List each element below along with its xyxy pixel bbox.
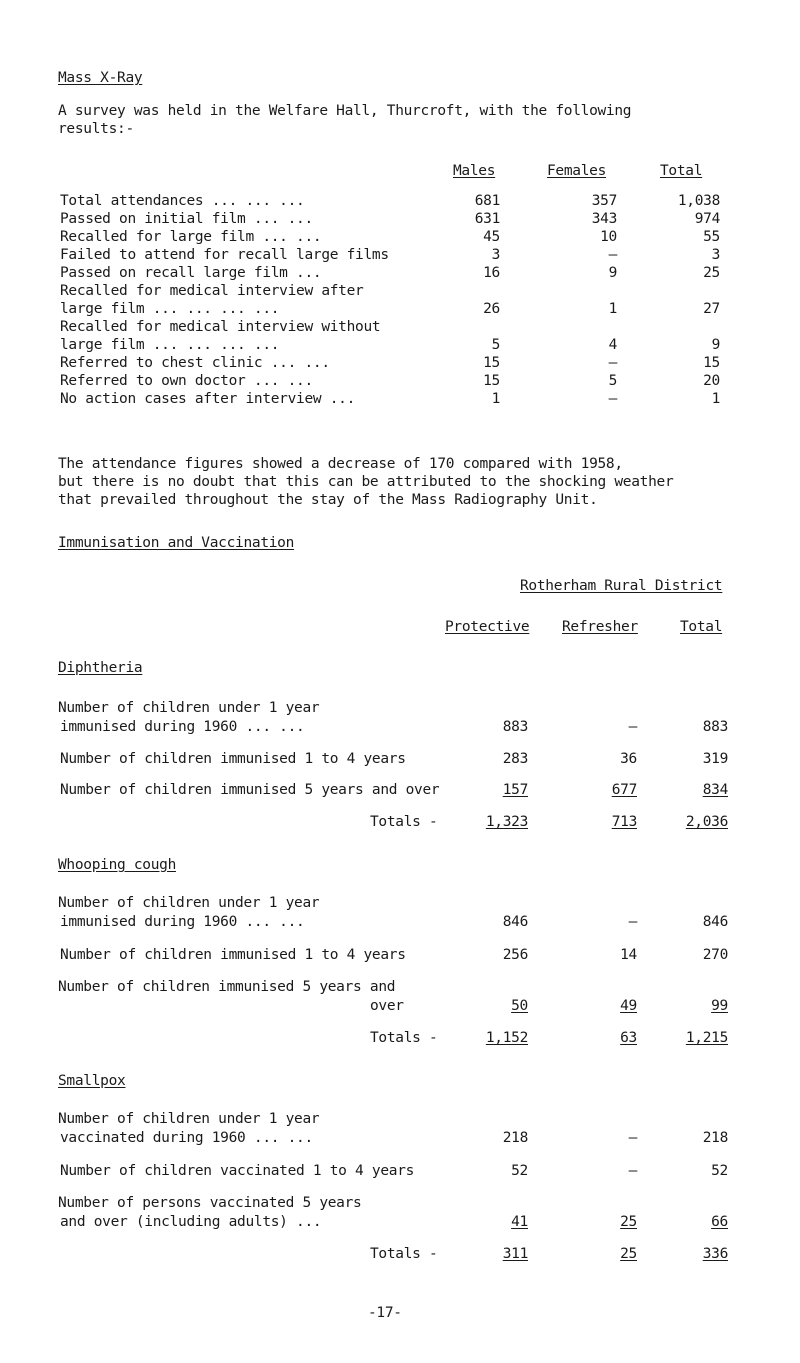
- cell-females: 343: [591, 211, 617, 227]
- table-row: [0, 1130, 800, 1148]
- intro-line-2: results:-: [58, 121, 134, 137]
- table-row: [0, 283, 800, 301]
- col-refresher: Refresher: [562, 619, 638, 635]
- cell-males: 16: [483, 265, 500, 281]
- cell-total: 27: [703, 301, 720, 317]
- row-label: Referred to own doctor ... ...: [60, 373, 313, 389]
- cell-total: 834: [702, 782, 728, 798]
- intro-line-1: A survey was held in the Welfare Hall, Thurcroft, with the following: [58, 103, 632, 119]
- cell-protective: 157: [502, 782, 528, 798]
- cell-females: 10: [600, 229, 617, 245]
- table-row: [0, 247, 800, 265]
- cell-total: 25: [703, 265, 720, 281]
- diph-row1-line1: Number of children under 1 year: [58, 700, 320, 716]
- row-label: Referred to chest clinic ... ...: [60, 355, 330, 371]
- whoop-row3-line1: Number of children immunised 5 years and: [58, 979, 396, 995]
- cell-refresher: 25: [620, 1214, 637, 1230]
- cell-protective: 41: [511, 1214, 528, 1230]
- cell-females: 4: [608, 337, 617, 353]
- cell-total: 846: [702, 914, 728, 930]
- row-label: Recalled for medical interview after: [60, 283, 364, 299]
- cell-protective: 52: [511, 1163, 528, 1179]
- totals-label: Totals -: [370, 1030, 438, 1046]
- note-line-2: but there is no doubt that this can be attributed to the shocking weather: [58, 474, 674, 490]
- table-row: [0, 337, 800, 355]
- row-label: Total attendances ... ... ...: [60, 193, 305, 209]
- diph-row3-label: Number of children immunised 5 years and over: [60, 782, 440, 798]
- cell-protective: 283: [502, 751, 528, 767]
- table-row-totals: [0, 1246, 800, 1264]
- cell-total: 218: [702, 1130, 728, 1146]
- cell-total: 66: [711, 1214, 728, 1230]
- table-row: [0, 751, 800, 769]
- row-label: Recalled for medical interview without: [60, 319, 381, 335]
- col-imm-total: Total: [680, 619, 723, 635]
- cell-males: 1: [491, 391, 500, 407]
- row-label: Passed on recall large film ...: [60, 265, 322, 281]
- table-row: [0, 193, 800, 211]
- cell-total: 883: [702, 719, 728, 735]
- table-row: [0, 355, 800, 373]
- cell-total: 336: [702, 1246, 728, 1262]
- table-row-totals: [0, 1030, 800, 1048]
- table-row: [0, 947, 800, 965]
- cell-refresher: 677: [611, 782, 637, 798]
- table-row: [0, 265, 800, 283]
- whoop-row1-line2: immunised during 1960 ... ...: [60, 914, 305, 930]
- cell-refresher: –: [628, 1130, 637, 1146]
- whoop-row1-line1: Number of children under 1 year: [58, 895, 320, 911]
- cell-total: 1: [711, 391, 720, 407]
- cell-refresher: 63: [620, 1030, 637, 1046]
- col-females: Females: [547, 163, 607, 179]
- cell-total: 52: [711, 1163, 728, 1179]
- small-row1-line2: vaccinated during 1960 ... ...: [60, 1130, 313, 1146]
- cell-protective: 311: [502, 1246, 528, 1262]
- small-row2-label: Number of children vaccinated 1 to 4 years: [60, 1163, 415, 1179]
- immunisation-heading: Immunisation and Vaccination: [58, 535, 295, 551]
- cell-females: 357: [591, 193, 617, 209]
- cell-total: 1,215: [685, 1030, 728, 1046]
- row-label: large film ... ... ... ...: [60, 337, 280, 353]
- cell-total: 15: [703, 355, 720, 371]
- page-number: -17-: [368, 1305, 402, 1321]
- small-row3-line2: and over (including adults) ...: [60, 1214, 322, 1230]
- cell-total: 1,038: [677, 193, 720, 209]
- imm-column-headers: [0, 619, 800, 637]
- cell-protective: 1,323: [485, 814, 528, 830]
- cell-total: 270: [702, 947, 728, 963]
- table-row: [0, 1214, 800, 1232]
- note-line-1: The attendance figures showed a decrease of 170 compared with 1958,: [58, 456, 623, 472]
- row-label: Failed to attend for recall large films: [60, 247, 389, 263]
- cell-refresher: 713: [611, 814, 637, 830]
- cell-total: 99: [711, 998, 728, 1014]
- note-line-3: that prevailed throughout the stay of the Mass Radiography Unit.: [58, 492, 598, 508]
- cell-total: 974: [694, 211, 720, 227]
- col-total: Total: [660, 163, 703, 179]
- table-row: [0, 719, 800, 737]
- row-label: No action cases after interview ...: [60, 391, 356, 407]
- cell-total: 2,036: [685, 814, 728, 830]
- table-row-totals: [0, 814, 800, 832]
- cell-protective: 50: [511, 998, 528, 1014]
- small-row1-line1: Number of children under 1 year: [58, 1111, 320, 1127]
- table-row: [0, 914, 800, 932]
- cell-females: 1: [608, 301, 617, 317]
- cell-males: 45: [483, 229, 500, 245]
- diph-row2-label: Number of children immunised 1 to 4 years: [60, 751, 406, 767]
- cell-females: –: [608, 391, 617, 407]
- table-row: [0, 301, 800, 319]
- table-row: [0, 998, 800, 1016]
- table-row: [0, 1163, 800, 1181]
- district-heading: Rotherham Rural District: [520, 578, 723, 594]
- whooping-heading: Whooping cough: [58, 857, 177, 873]
- cell-females: –: [608, 355, 617, 371]
- totals-label: Totals -: [370, 814, 438, 830]
- cell-total: 55: [703, 229, 720, 245]
- table-row: [0, 391, 800, 409]
- cell-refresher: –: [628, 719, 637, 735]
- cell-males: 26: [483, 301, 500, 317]
- cell-males: 631: [474, 211, 500, 227]
- table-row: [0, 211, 800, 229]
- cell-females: 5: [608, 373, 617, 389]
- mass-xray-heading: Mass X-Ray: [58, 70, 143, 86]
- cell-females: –: [608, 247, 617, 263]
- small-row3-line1: Number of persons vaccinated 5 years: [58, 1195, 362, 1211]
- cell-refresher: –: [628, 1163, 637, 1179]
- col-protective: Protective: [445, 619, 530, 635]
- cell-refresher: –: [628, 914, 637, 930]
- cell-protective: 1,152: [485, 1030, 528, 1046]
- cell-protective: 218: [502, 1130, 528, 1146]
- cell-males: 5: [491, 337, 500, 353]
- cell-males: 3: [491, 247, 500, 263]
- cell-protective: 846: [502, 914, 528, 930]
- row-label: Passed on initial film ... ...: [60, 211, 313, 227]
- table-row: [0, 782, 800, 800]
- col-males: Males: [453, 163, 496, 179]
- cell-total: 20: [703, 373, 720, 389]
- cell-protective: 883: [502, 719, 528, 735]
- whoop-row3-line2: over: [370, 998, 404, 1014]
- xray-column-headers: [0, 163, 800, 181]
- cell-refresher: 25: [620, 1246, 637, 1262]
- cell-protective: 256: [502, 947, 528, 963]
- cell-females: 9: [608, 265, 617, 281]
- row-label: Recalled for large film ... ...: [60, 229, 322, 245]
- cell-total: 9: [711, 337, 720, 353]
- whoop-row2-label: Number of children immunised 1 to 4 years: [60, 947, 406, 963]
- cell-males: 681: [474, 193, 500, 209]
- cell-males: 15: [483, 373, 500, 389]
- cell-refresher: 14: [620, 947, 637, 963]
- table-row: [0, 229, 800, 247]
- totals-label: Totals -: [370, 1246, 438, 1262]
- cell-total: 319: [702, 751, 728, 767]
- cell-total: 3: [711, 247, 720, 263]
- diphtheria-heading: Diphtheria: [58, 660, 143, 676]
- table-row: [0, 373, 800, 391]
- smallpox-heading: Smallpox: [58, 1073, 126, 1089]
- cell-refresher: 49: [620, 998, 637, 1014]
- table-row: [0, 319, 800, 337]
- row-label: large film ... ... ... ...: [60, 301, 280, 317]
- diph-row1-line2: immunised during 1960 ... ...: [60, 719, 305, 735]
- cell-refresher: 36: [620, 751, 637, 767]
- cell-males: 15: [483, 355, 500, 371]
